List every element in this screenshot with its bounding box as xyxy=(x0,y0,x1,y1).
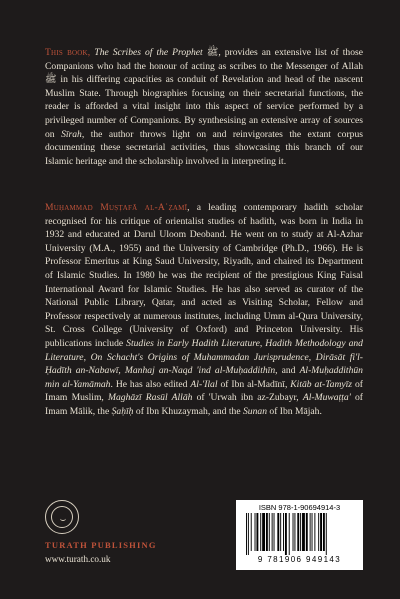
barcode-digits: 9 781906 949143 xyxy=(257,555,342,564)
book-title: The Scribes of the Prophet xyxy=(94,47,203,58)
author-bio-paragraph: Muḥammad Muṣṭafā al-Aʿẓamī, a leading contemporary hadith scholar recognised for his critique of orientalist studies of hadith, was born in India in 1932 and educated at Darul Uloom Deoband. He went on to study at Al-Azhar University (M.A., 1955) and the University of Cambridge (Ph.D., 1966). He is Professor Emeritus at King Saud University, Riyadh, and chaired its Department of Islamic Studies. In 1980 he was the recipient of the prestigious King Faisal International Award for Islamic Studies. He has also served as curator of the National Public Library, Qatar, and acted as Visiting Scholar, Fellow and Professor respectively at numerous institutes, including Umm al-Qura University, St. Cross College (University of Oxford) and Princeton University. His publications include Studies in Early Hadith Literature, Hadith Methodology and Literature, On Schacht's Origins of Muhammadan Jurisprudence, Dirāsāt fi'l-Ḥadīth an-Nabawī, Manhaj an-Naqd 'ind al-Muḥaddithīn, and Al-Muḥaddithūn min al-Yamāmah. He has also edited Al-'Ilal of Ibn al-Madīnī, Kitāb at-Tamyīz of Imam Muslim, Maghāzī Rasūl Allāh of 'Urwah ibn az-Zubayr, Al-Muwaṭṭa' of Imam Mālik, the Ṣaḥīḥ of Ibn Khuzaymah, and the Sunan of Ibn Mājah. xyxy=(45,202,363,417)
author-name: Muḥammad Muṣṭafā al-Aʿẓamī xyxy=(45,202,188,213)
honorific-symbol: ﷺ xyxy=(206,47,219,58)
barcode-icon xyxy=(244,513,356,555)
blurb-paragraph: This book, The Scribes of the Prophet ﷺ, provides an extensive list of those Companions who had the honour of acting as scribes to the Messenger of Allah ﷺ in his differing capacities as conduit of Revelation and head of the nascent Muslim State. Through biographies focusing on their secretarial functions, the reader is afforded a vital insight into this aspect of service performed by a privileged number of Companions. By synthesising an extensive array of sources on Sīrah, the author throws light on and reinvigorates the extant corpus documenting these secretarial activities, thus showcasing this branch of our Islamic heritage and the scholarship involved in interpreting it. xyxy=(45,47,363,167)
honorific-symbol: ﷺ xyxy=(45,74,57,86)
isbn-label: ISBN 978-1-90694914-3 xyxy=(258,503,341,512)
publisher-seal-icon xyxy=(45,500,79,534)
barcode-panel xyxy=(236,500,363,570)
publisher-website: www.turath.co.uk xyxy=(45,554,111,564)
publisher-name: TURATH PUBLISHING xyxy=(45,540,157,550)
blurb-lead: This book, xyxy=(45,47,91,58)
